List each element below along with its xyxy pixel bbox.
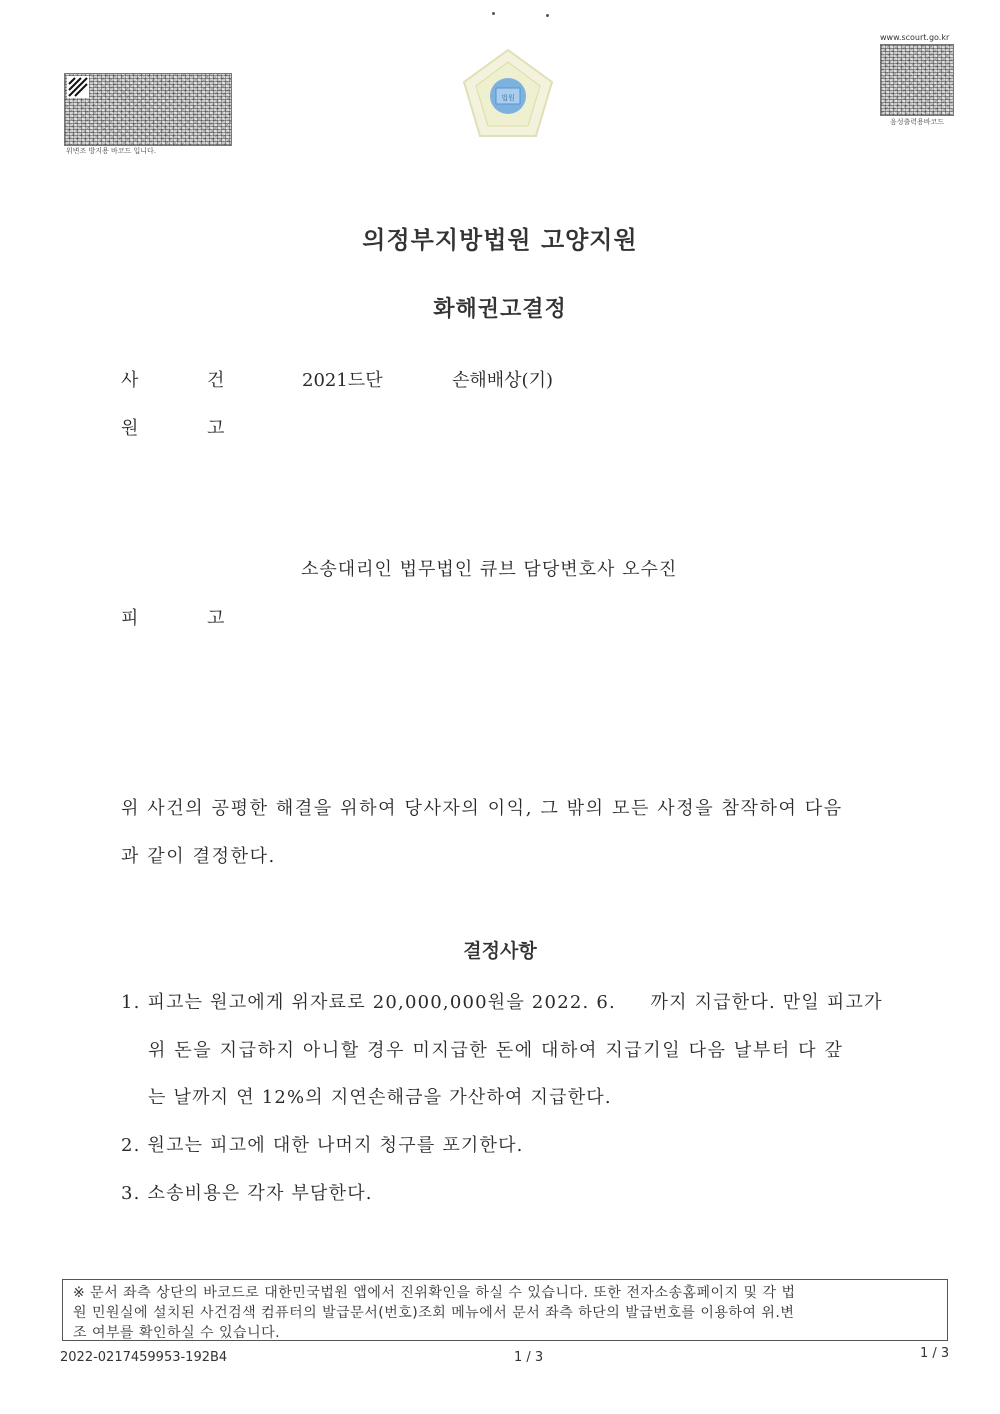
notice-line-2: 원 민원실에 설치된 사건검색 컴퓨터의 발급문서(번호)조회 메뉴에서 문서 좌측 하단의 발급번호를 이용하여 위.변 [73,1305,795,1321]
defendant-label-char-1: 피 [121,608,139,629]
court-emblem-logo [460,46,556,142]
scan-dot [546,14,549,17]
notice-line-1: ※ 문서 좌측 상단의 바코드로 대한민국법원 앱에서 진위확인을 하실 수 있습니다. 또한 전자소송홈페이지 및 각 법 [73,1285,796,1301]
barcode-corner-mark-icon [67,76,89,98]
svg-text:법원: 법원 [501,94,515,102]
counsel-line: 소송대리인 법무법인 큐브 담당변호사 오수진 [301,559,678,580]
voice-output-qr-code [880,44,954,116]
case-name: 손해배상(기) [452,370,553,391]
court-website-url: www.scourt.go.kr [880,33,950,42]
verification-notice-box [62,1279,948,1341]
case-label-char-2: 건 [207,370,225,391]
scan-dot [492,12,495,15]
decision-heading: 결정사항 [463,940,537,962]
decision-item-2: 2. 원고는 피고에 대한 나머지 청구를 포기한다. [121,1135,524,1156]
decision-item-1-line-1: 1. 피고는 원고에게 위자료로 20,000,000원을 2022. 6. 까지 지급한다. 만일 피고가 [121,992,883,1013]
plaintiff-label-char-1: 원 [121,418,139,439]
anti-forgery-barcode [64,73,232,146]
case-label-char-1: 사 [121,370,139,391]
intro-line-2: 과 같이 결정한다. [121,846,276,867]
barcode-caption: 위변조 방지용 바코드 입니다. [66,147,157,155]
qr-caption: 음성출력용바코드 [889,118,945,126]
document-title: 화해권고결정 [433,297,567,322]
case-number: 2021드단 [302,370,383,391]
notice-line-3: 조 여부를 확인하실 수 있습니다. [73,1325,281,1341]
issue-number: 2022-0217459953-192B4 [60,1350,228,1365]
decision-item-1-line-2: 위 돈을 지급하지 아니할 경우 미지급한 돈에 대하여 지급기일 다음 날부터 다 갚 [148,1040,844,1061]
intro-line-1: 위 사건의 공평한 해결을 위하여 당사자의 이익, 그 밖의 모든 사정을 참작하여 다음 [121,798,843,819]
decision-item-1-line-3: 는 날까지 연 12%의 지연손해금을 가산하여 지급한다. [148,1087,612,1108]
decision-item-3: 3. 소송비용은 각자 부담한다. [121,1183,373,1204]
page-number-center: 1 / 3 [514,1350,544,1365]
page-number-right: 1 / 3 [920,1346,950,1361]
plaintiff-label-char-2: 고 [207,418,225,439]
defendant-label-char-2: 고 [207,608,225,629]
court-name: 의정부지방법원 고양지원 [362,226,638,254]
